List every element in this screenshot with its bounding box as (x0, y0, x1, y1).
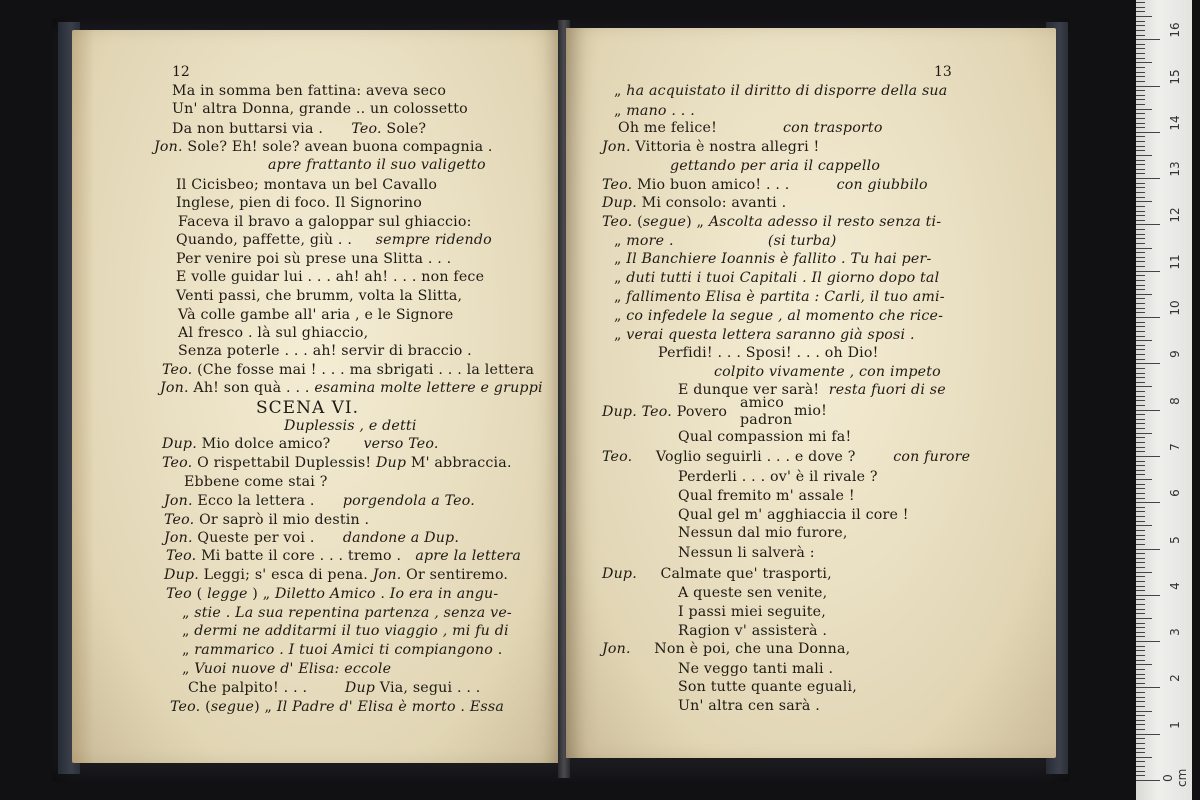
right-page-line-36: Un' altra cen sarà . (678, 698, 820, 714)
right-page-line-11: „ duti tutti i tuoi Capitali . Il giorno dopo tal (614, 270, 940, 286)
right-page-line-1: „ ha acquistato il diritto di disporre della sua (614, 83, 948, 99)
ruler-label-1: 1 (1168, 720, 1182, 729)
right-page-line-20: padron (740, 412, 793, 428)
right-page-line-21: mio! (794, 403, 828, 419)
right-page-line-2: „ mano . . . (614, 103, 695, 119)
left-page-line-20: Dup. Mio dolce amico? verso Teo. (162, 436, 439, 452)
ruler-label-13: 13 (1168, 161, 1182, 177)
left-page-line-31: „ rammarico . I tuoi Amici ti compiangono . (182, 642, 503, 658)
right-page-line-27: Nessun dal mio furore, (678, 525, 848, 541)
right-page-line-7: Dup. Mi consolo: avanti . (602, 195, 787, 211)
left-page-line-19: Duplessis , e detti (284, 418, 417, 434)
right-page-line-19: amico (740, 395, 784, 411)
right-page-line-17: E dunque ver sarà! resta fuori di se (678, 382, 946, 398)
left-page-line-4: Jon. Sole? Eh! sole? avean buona compagnia . (154, 139, 493, 155)
left-page-line-3: Da non buttarsi via . Teo. Sole? (172, 121, 427, 137)
left-page-line-27: Dup. Leggi; s' esca di pena. Jon. Or sentiremo. (164, 567, 509, 583)
ruler-label-3: 3 (1168, 628, 1182, 636)
right-page-line-30: A queste sen venite, (678, 585, 828, 601)
ruler-label-15: 15 (1168, 68, 1182, 85)
left-page-line-12: Venti passi, che brumm, volta la Slitta, (176, 288, 463, 304)
left-page-line-14: Al fresco . là sul ghiaccio, (178, 325, 369, 341)
right-page-line-29: Dup. Calmate que' trasporti, (602, 566, 832, 582)
left-page (72, 30, 564, 763)
right-page-line-23: Teo. Voglio seguirli . . . e dove ? con furore (602, 449, 971, 465)
left-page-line-9: Quando, paffette, giù . . sempre ridendo (176, 232, 492, 248)
left-page-line-29: „ stie . La sua repentina partenza , senza ve- (182, 605, 512, 621)
right-page-line-4: Jon. Vittoria è nostra allegri ! (602, 139, 820, 155)
page-number-left: 12 (172, 64, 190, 80)
right-page-line-10: „ Il Banchiere Ioannis è fallito . Tu hai per- (614, 251, 932, 267)
ruler-label-10: 10 (1168, 300, 1182, 316)
left-page-line-21: Teo. O rispettabil Duplessis! Dup M' abbraccia. (162, 455, 512, 471)
right-page-line-25: Qual fremito m' assale ! (678, 488, 855, 504)
right-page-line-14: „ verai questa lettera saranno già sposi . (614, 327, 915, 343)
right-page-line-8: Teo. (segue) „ Ascolta adesso il resto senza ti- (602, 214, 942, 230)
ruler-label-16: 16 (1168, 22, 1182, 38)
left-page-line-17: Jon. Ah! son quà . . . esamina molte lettere e gruppi (160, 380, 543, 396)
left-page-line-33: Che palpito! . . . Dup Via, segui . . . (188, 680, 481, 696)
left-page-line-6: Il Cicisbeo; montava un bel Cavallo (176, 177, 438, 193)
left-page-line-5: apre frattanto il suo valigetto (268, 157, 486, 173)
left-page-line-28: Teo ( legge ) „ Diletto Amico . Io era in angu- (166, 586, 499, 602)
right-page-line-26: Qual gel m' agghiaccia il core ! (678, 507, 909, 523)
ruler-label-8: 8 (1168, 396, 1182, 405)
left-page-line-7: Inglese, pien di foco. Il Signorino (176, 195, 422, 211)
measuring-ruler (1136, 0, 1192, 800)
ruler-label-0: 0 cm (1161, 768, 1189, 787)
left-page-line-10: Per venire poi sù prese una Slitta . . . (176, 251, 452, 267)
right-page-line-24: Perderli . . . ov' è il rivale ? (678, 469, 878, 485)
left-page-line-24: Teo. Or saprò il mio destin . (164, 512, 370, 528)
right-page-line-32: Ragion v' assisterà . (678, 623, 828, 639)
right-page-line-16: colpito vivamente , con impeto (714, 364, 941, 380)
ruler-label-5: 5 (1168, 535, 1182, 544)
right-page-line-9: „ more . (si turba) (614, 233, 837, 249)
ruler-label-12: 12 (1168, 207, 1182, 224)
right-page-line-22: Qual compassion mi fa! (678, 429, 852, 445)
right-page-line-6: Teo. Mio buon amico! . . . con giubbilo (602, 177, 928, 193)
left-page-line-8: Faceva il bravo a galoppar sul ghiaccio: (178, 214, 472, 230)
right-page-line-3: Oh me felice! con trasporto (618, 120, 883, 136)
left-page-line-34: Teo. (segue) „ Il Padre d' Elisa è morto . Essa (170, 699, 505, 715)
left-page-line-1: Ma in somma ben fattina: aveva seco (172, 83, 447, 99)
ruler-label-14: 14 (1168, 115, 1182, 131)
right-page-line-12: „ fallimento Elisa è partita : Carli, il tuo ami- (614, 289, 945, 305)
left-page-line-32: „ Vuoi nuove d' Elisa: eccole (182, 661, 392, 677)
right-page (566, 28, 1056, 758)
right-page-line-5: gettando per aria il cappello (670, 158, 881, 174)
ruler-label-11: 11 (1168, 254, 1182, 270)
left-page-line-15: Senza poterle . . . ah! servir di braccio . (178, 343, 472, 359)
right-page-line-28: Nessun li salverà : (678, 545, 815, 561)
left-page-line-11: E volle guidar lui . . . ah! ah! . . . non fece (176, 269, 485, 285)
right-page-line-13: „ co infedele la segue , al momento che rice- (614, 308, 944, 324)
right-page-line-35: Son tutte quante eguali, (678, 679, 857, 695)
left-page-line-25: Jon. Queste per voi . dandone a Dup. (164, 530, 460, 546)
left-page-line-23: Jon. Ecco la lettera . porgendola a Teo. (164, 493, 475, 509)
right-page-line-31: I passi miei seguite, (678, 604, 826, 620)
left-page-line-16: Teo. (Che fosse mai ! . . . ma sbrigati . . . la lettera (162, 362, 535, 378)
left-page-line-13: Và colle gambe all' aria , e le Signore (178, 307, 454, 323)
left-page-line-18: SCENA VI. (256, 398, 360, 418)
page-number-right: 13 (934, 64, 952, 80)
right-page-line-18: Dup. Teo. Povero (602, 404, 728, 420)
left-page-line-30: „ dermi ne additarmi il tuo viaggio , mi fu di (182, 623, 509, 639)
left-page-line-26: Teo. Mi batte il core . . . tremo . apre la lettera (166, 548, 522, 564)
ruler-label-2: 2 (1168, 674, 1182, 683)
right-page-line-33: Jon. Non è poi, che una Donna, (602, 641, 851, 657)
right-page-line-15: Perfidi! . . . Sposi! . . . oh Dio! (658, 345, 879, 361)
ruler-label-7: 7 (1168, 443, 1182, 451)
ruler-label-9: 9 (1168, 350, 1182, 359)
left-page-line-2: Un' altra Donna, grande .. un colossetto (172, 101, 468, 117)
ruler-label-6: 6 (1168, 489, 1182, 498)
ruler-label-4: 4 (1168, 581, 1182, 590)
right-page-line-34: Ne veggo tanti mali . (678, 661, 834, 677)
left-page-line-22: Ebbene come stai ? (184, 474, 328, 490)
